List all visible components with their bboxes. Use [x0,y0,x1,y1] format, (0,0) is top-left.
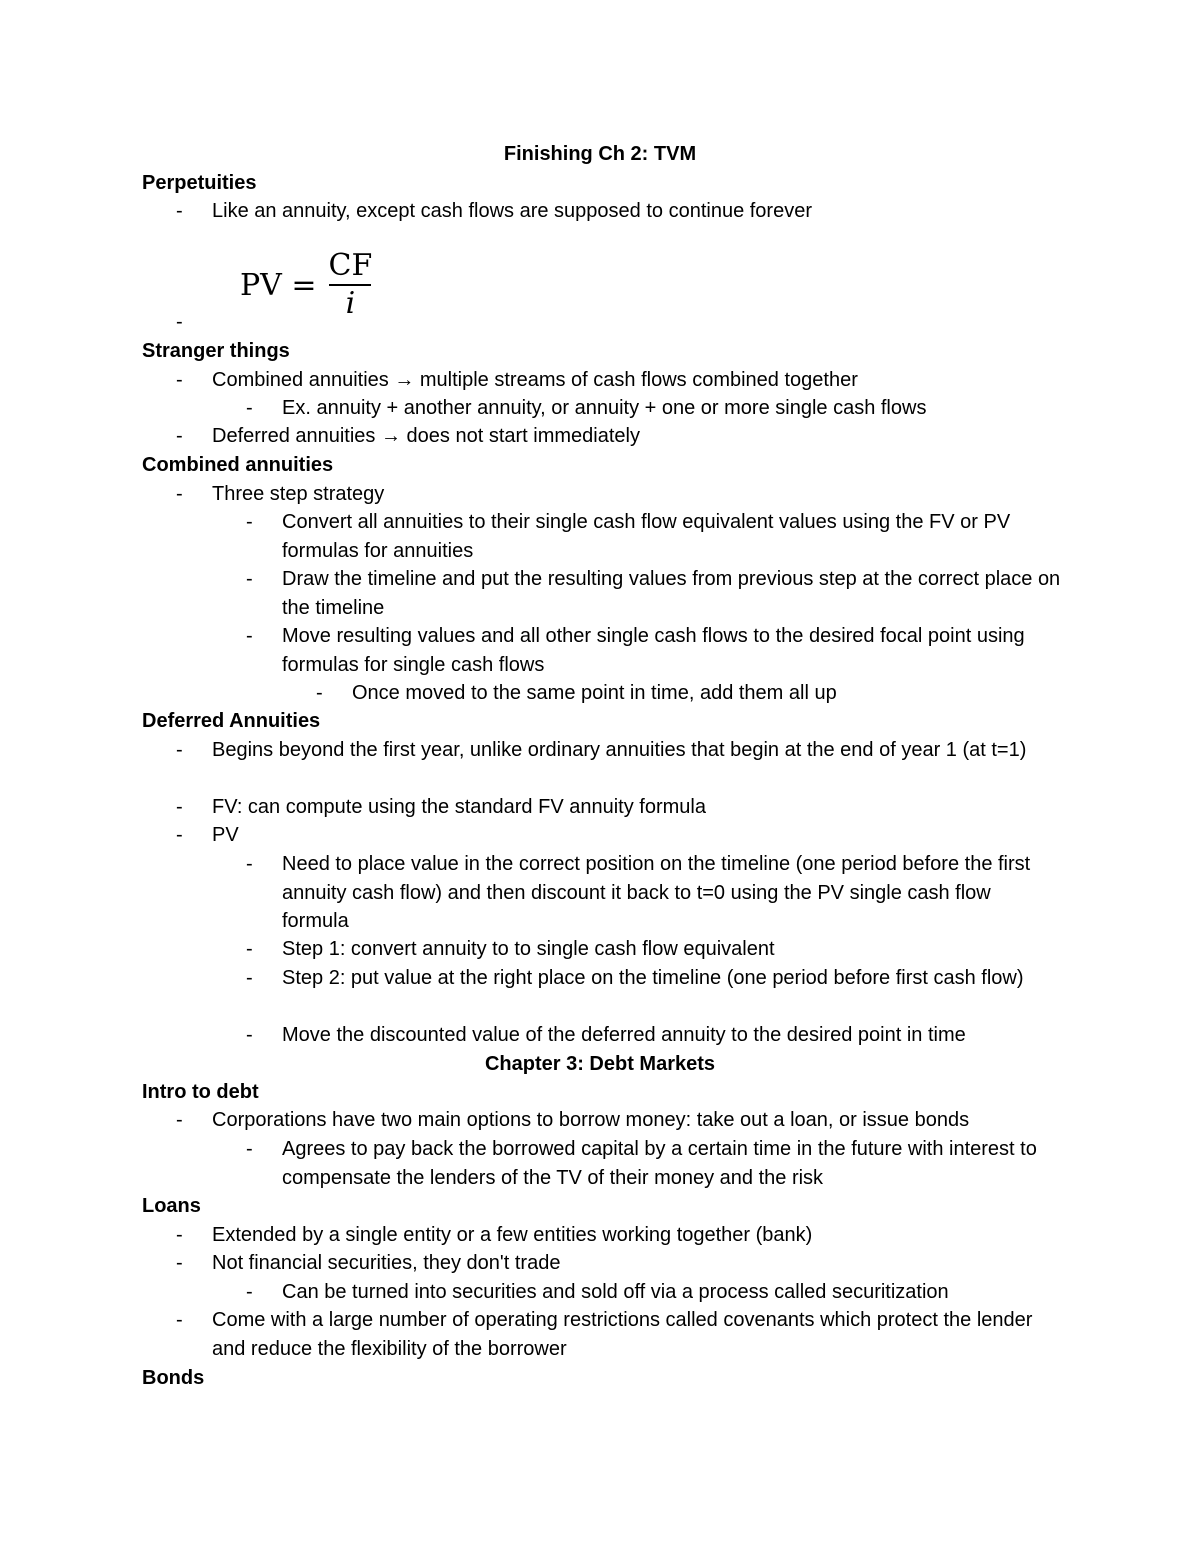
heading-bonds: Bonds [142,1367,205,1389]
formula-denominator: i [345,286,356,321]
heading-perpetuities: Perpetuities [142,172,257,194]
section-title-debt-markets: Chapter 3: Debt Markets [484,1053,716,1075]
list-item: - Begins beyond the first year, unlike ordinary annuities that begin at the end of year 1 (at t=1) [176,739,1027,761]
list-item: - Need to place value in the correct position on the timeline (one period before the first annuity cash flow) and then discount it back to t=0 using the PV single cash flow formula [246,853,1031,932]
list-item: - Draw the timeline and put the resulting values from previous step at the correct place on the timeline [246,568,1061,619]
heading-deferred-annuities: Deferred Annuities [142,710,321,732]
list-item: - Once moved to the same point in time, add them all up [316,682,837,704]
list-item: - Come with a large number of operating restrictions called covenants which protect the lender and reduce the flexibility of the borrower [176,1309,1033,1360]
list-item: - Three step strategy [176,483,385,505]
list-item: - Move the discounted value of the deferred annuity to the desired point in time [246,1024,966,1046]
formula-numerator: CF [328,248,373,283]
list-item: - Step 1: convert annuity to to single cash flow equivalent [246,938,775,960]
formula-fraction [327,248,375,322]
list-item: - Not financial securities, they don't trade [176,1252,561,1274]
list-item: - Convert all annuities to their single cash flow equivalent values using the FV or PV formulas for annuities [246,511,1011,562]
heading-intro-to-debt: Intro to debt [142,1081,259,1103]
list-item: - Step 2: put value at the right place on the timeline (one period before first cash flow) [246,967,1024,989]
section-title-tvm: Finishing Ch 2: TVM [503,143,697,165]
list-item: - Agrees to pay back the borrowed capital by a certain time in the future with interest to compensate the lenders of the TV of their money and the risk [246,1138,1037,1189]
list-item: - Extended by a single entity or a few entities working together (bank) [176,1224,813,1246]
list-item: - Can be turned into securities and sold off via a process called securitization [246,1281,949,1303]
heading-stranger-things: Stranger things [142,340,290,362]
list-item: - Ex. annuity + another annuity, or annuity + one or more single cash flows [246,397,927,419]
list-item: - Corporations have two main options to borrow money: take out a loan, or issue bonds [176,1109,970,1131]
heading-loans: Loans [142,1195,201,1217]
list-item: - FV: can compute using the standard FV annuity formula [176,796,706,818]
heading-combined-annuities: Combined annuities [142,454,334,476]
document-page: Finishing Ch 2: TVM Perpetuities - Like an annuity, except cash flows are supposed to continue forever PV = $\frac{CF}{i}$ - Stranger things - Combined annuities → multiple streams of cash flows combined together - Ex. annuity + another annuity, or annuity + one or more single cash flows - Deferred annuities → does not start immediately Combined annuities - Three step strategy - Convert all annuities to their single cash flow equivalent values using the FV or PV formulas for annuities - Draw the timeline and put the resulting values from previous step at the correct place on the timeline - Move resulting values and all other single cash flows to the desired focal point using formulas for single cash flows - Once moved to the same point in time, add them all up Deferred Annuities - Begins beyond the first year, unlike ordinary annuities that begin at the end of year 1 (at t=1) - FV: can compute using the standard FV annuity formula - PV - Need to place value in the correct position on the timeline (one period before the first annuity cash flow) and then discount it back to t=0 using the PV single cash flow formula - Step 1: convert annuity to to single cash flow equivalent - Step 2: put value at the right place on the timeline (one period before first cash flow) - Move the discounted value of the deferred annuity to the desired point in time Chapter 3: Debt Markets Intro to debt - Corporations have two main options to borrow money: take out a loan, or issue bonds - Agrees to pay back the borrowed capital by a certain time in the future with interest to compensate the lenders of the TV of their money and the risk Loans - Extended by a single entity or a few entities working together (bank) - Not financial securities, they don't trade - Can be turned into securities and sold off via a process called securitization - Come with a large number of operating restrictions called covenants which protect the lender and reduce the flexibility of the borrower Bonds [0,0,1200,1553]
list-item: - Like an annuity, except cash flows are supposed to continue forever [176,200,812,222]
perpetuity-formula [240,244,374,326]
list-item: - Combined annuities → multiple streams of cash flows combined together [176,369,858,391]
list-item: - Move resulting values and all other single cash flows to the desired focal point using formulas for single cash flows [246,625,1025,676]
formula-lhs: PV = [240,267,317,303]
list-item: - Deferred annuities → does not start immediately [176,425,640,447]
list-item: - PV [176,824,239,846]
